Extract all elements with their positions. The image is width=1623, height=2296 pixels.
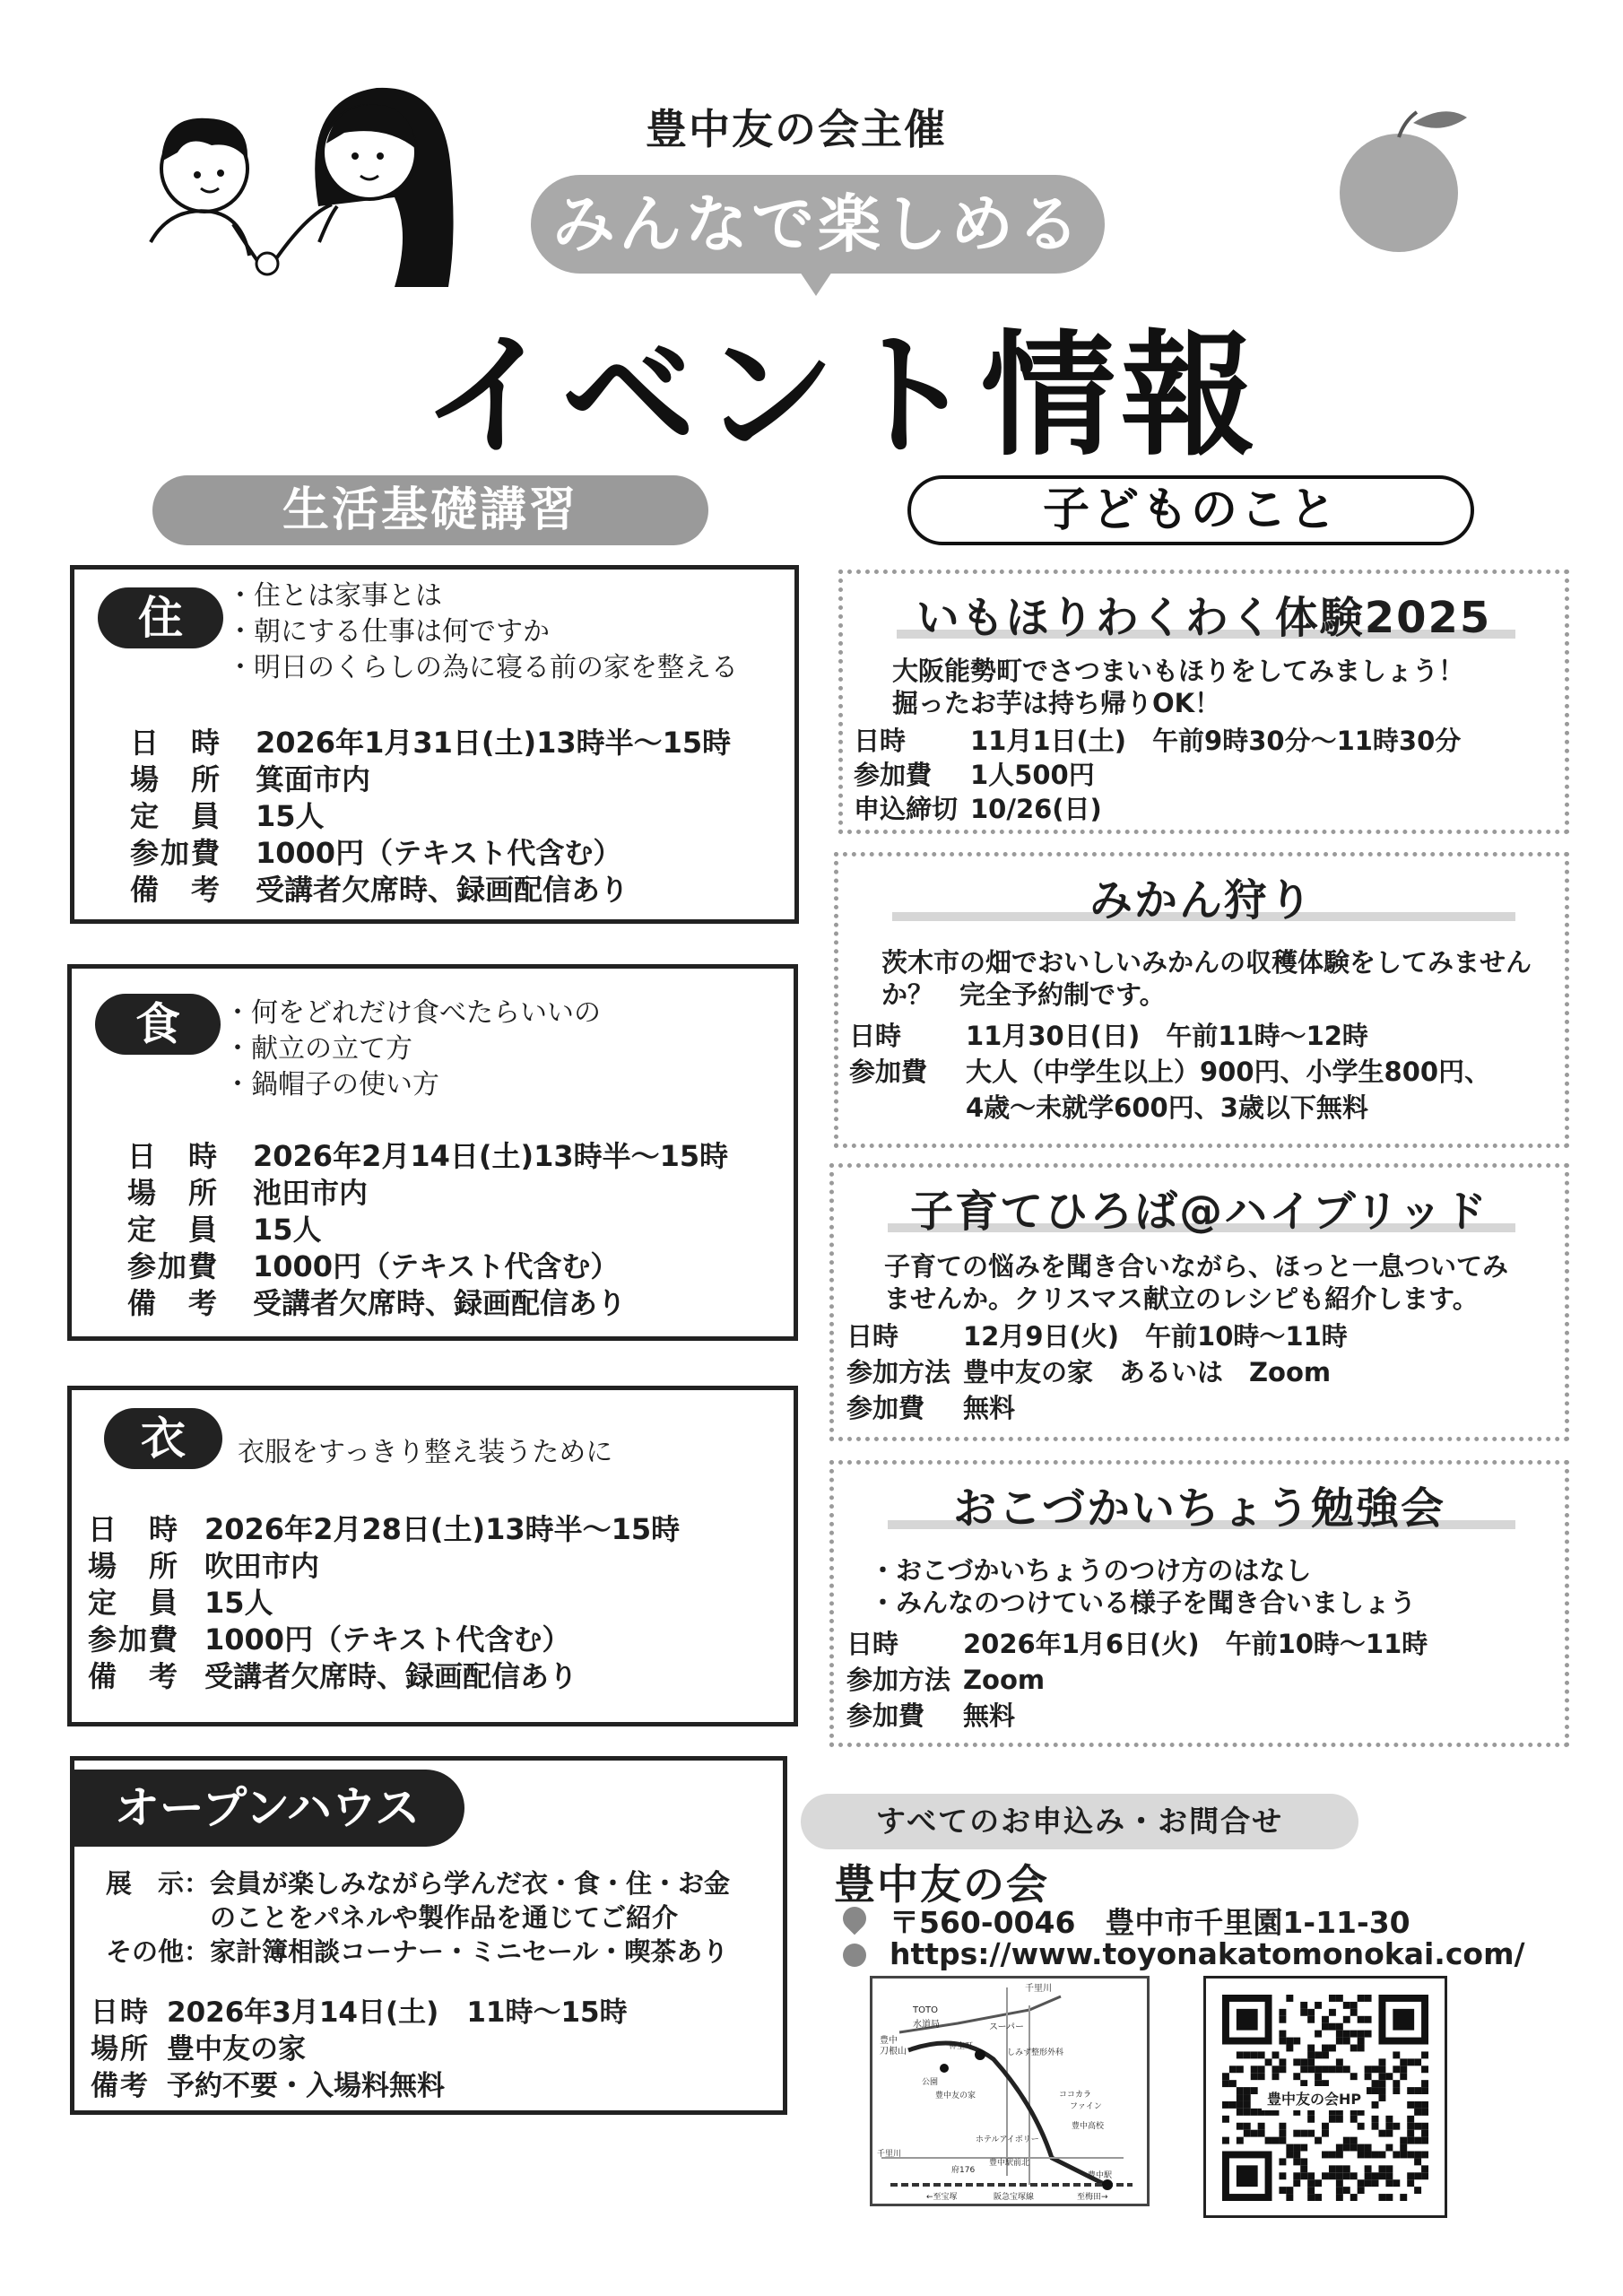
- access-map: [870, 1976, 1150, 2206]
- organization-name: 豊中友の会: [834, 1860, 1049, 1909]
- course-tag: 食: [95, 994, 221, 1055]
- map-label: ←至宝塚: [926, 2193, 958, 2202]
- subtitle-banner: みんなで楽しめる: [531, 175, 1105, 274]
- open-house-exhibit-line: のことをパネルや製作品を通じてご紹介: [106, 1902, 679, 1933]
- course-card-housing: [70, 565, 799, 924]
- map-label: 阪急宝塚線: [994, 2193, 1035, 2202]
- event-date-row: 日時 2026年1月6日(火) 午前10時～11時: [846, 1629, 1428, 1659]
- map-label: 刀根山: [880, 2047, 907, 2057]
- qr-code[interactable]: [1203, 1976, 1447, 2218]
- course-capacity-row: 定 員 15人: [130, 799, 325, 833]
- event-description: か？ 完全予約制です。: [881, 979, 1166, 1010]
- course-note-row: 備 考 受講者欠席時、録画配信あり: [127, 1286, 627, 1320]
- course-place-row: 場 所 吹田市内: [88, 1549, 320, 1583]
- event-title: みかん狩り: [1089, 875, 1314, 926]
- mother-child-illustration: [126, 63, 502, 296]
- course-capacity-row: 定 員 15人: [88, 1586, 273, 1620]
- course-fee-row: 参加費 1000円（テキスト代含む）: [88, 1622, 571, 1657]
- event-description: 掘ったお芋は持ち帰りOK！: [892, 688, 1221, 718]
- map-label: TOTO: [913, 2005, 938, 2015]
- organizer-label: 豊中友の会主催: [646, 105, 947, 153]
- event-deadline-row: 申込締切 10/26(日): [854, 794, 1102, 824]
- course-topic: ・明日のくらしの為に寝る前の家を整える: [227, 652, 738, 683]
- map-label: 豊中高校: [1072, 2122, 1105, 2131]
- event-card-okozukai: [829, 1460, 1569, 1747]
- event-title: 子育てひろば@ハイブリッド: [910, 1187, 1488, 1237]
- course-card-clothing: [67, 1386, 798, 1726]
- event-method-row: 参加方法 豊中友の家 あるいは Zoom: [846, 1357, 1332, 1387]
- event-card-kosodate: [829, 1163, 1569, 1441]
- map-label: 千里川: [877, 2150, 902, 2159]
- event-method-row: 参加方法 Zoom: [846, 1665, 1046, 1695]
- event-description: 子育ての悩みを聞き合いながら、ほっと一息ついてみ: [884, 1251, 1509, 1282]
- course-tag: 衣: [104, 1408, 222, 1469]
- address-text: 〒560-0046 豊中市千里園1-11-30: [890, 1905, 1410, 1940]
- course-fee-row: 参加費 1000円（テキスト代含む）: [130, 836, 622, 870]
- map-label: しみず整形外科: [1007, 2048, 1064, 2057]
- qr-caption: 豊中友の会HP: [1262, 2086, 1367, 2110]
- section-life-skills: 生活基礎講習: [152, 475, 708, 545]
- section-kids: 子どものこと: [907, 475, 1474, 545]
- course-date-row: 日 時 2026年2月14日(土)13時半～15時: [127, 1139, 729, 1173]
- map-label: 豊中駅前北: [989, 2159, 1030, 2168]
- event-description: ・みんなのつけている様子を聞き合いましょう: [870, 1587, 1417, 1618]
- open-house-exhibit-line: 展 示：会員が楽しみながら学んだ衣・食・住・お金: [106, 1868, 731, 1899]
- course-fee-row: 参加費 1000円（テキスト代含む）: [127, 1249, 620, 1283]
- event-date-row: 日時 11月30日(日) 午前11時～12時: [849, 1021, 1368, 1051]
- event-fee-row: 参加費 無料: [846, 1700, 1016, 1731]
- contact-heading: すべてのお申込み・お問合せ: [801, 1794, 1358, 1849]
- map-label: 豊中: [880, 2036, 898, 2046]
- event-description: 茨木市の畑でおいしいみかんの収穫体験をしてみません: [881, 947, 1532, 978]
- event-fee-row: 参加費 無料: [846, 1393, 1016, 1423]
- course-topic: ・住とは家事とは: [227, 580, 442, 612]
- course-topic: ・献立の立て方: [224, 1033, 412, 1065]
- event-card-imohori: [838, 570, 1569, 834]
- map-label: ココカラ: [1059, 2091, 1092, 2100]
- event-card-mikan: [834, 852, 1569, 1148]
- page-title: イベント情報: [421, 318, 1262, 474]
- map-label: 豊中駅: [1088, 2171, 1113, 2180]
- event-fee-row: 参加費 1人500円: [854, 760, 1095, 790]
- event-description: ませんか。クリスマス献立のレシピも紹介します。: [884, 1283, 1479, 1314]
- map-label: 千里川: [1025, 1984, 1052, 1994]
- event-fee-row-cont: 4歳～未就学600円、3歳以下無料: [966, 1092, 1368, 1123]
- map-label: 至梅田→: [1077, 2193, 1108, 2202]
- course-note-row: 備 考 受講者欠席時、録画配信あり: [88, 1659, 578, 1693]
- open-house-place-row: 場所 豊中友の家: [91, 2033, 306, 2066]
- event-description: 大阪能勢町でさつまいもほりをしてみましょう！: [892, 656, 1465, 686]
- course-place-row: 場 所 箕面市内: [130, 762, 371, 796]
- open-house-date-row: 日時 2026年3月14日(土) 11時～15時: [91, 1996, 628, 2029]
- course-place-row: 場 所 池田市内: [127, 1176, 369, 1210]
- map-label: 神室町: [949, 2042, 974, 2051]
- open-house-note-row: 備考 予約不要・入場料無料: [91, 2070, 445, 2102]
- map-label: 公園: [922, 2078, 939, 2087]
- map-label: 水道局: [913, 2020, 940, 2030]
- orange-icon: [1327, 103, 1488, 256]
- map-label: ホテルアイボリー: [976, 2135, 1039, 2144]
- course-note-row: 備 考 受講者欠席時、録画配信あり: [130, 873, 629, 907]
- course-card-food: [67, 964, 798, 1341]
- map-label: 府176: [951, 2166, 976, 2175]
- event-date-row: 日時 11月1日(土) 午前9時30分～11時30分: [854, 726, 1462, 756]
- event-fee-row: 参加費 大人（中学生以上）900円、小学生800円、: [849, 1057, 1491, 1087]
- event-title: いもほりわくわく体験2025: [916, 593, 1492, 643]
- open-house-tag: オープンハウス: [70, 1770, 464, 1847]
- map-label: ファイン: [1070, 2102, 1102, 2111]
- open-house-other-line: その他：家計簿相談コーナー・ミニセール・喫茶あり: [106, 1936, 729, 1967]
- course-topic: ・何をどれだけ食べたらいいの: [224, 997, 601, 1029]
- event-date-row: 日時 12月9日(火) 午前10時～11時: [846, 1321, 1348, 1352]
- course-topic: ・鍋帽子の使い方: [224, 1069, 439, 1100]
- map-label: スーパー: [989, 2022, 1024, 2032]
- event-description: ・おこづかいちょうのつけ方のはなし: [870, 1555, 1312, 1586]
- globe-icon: [843, 1944, 866, 1967]
- course-date-row: 日 時 2026年1月31日(土)13時半～15時: [130, 726, 732, 760]
- course-capacity-row: 定 員 15人: [127, 1213, 322, 1247]
- website-link[interactable]: https://www.toyonakatomonokai.com/: [890, 1936, 1525, 1971]
- map-label: 豊中友の家: [935, 2092, 976, 2100]
- course-date-row: 日 時 2026年2月28日(土)13時半～15時: [88, 1512, 681, 1546]
- event-title: おこづかいちょう勉強会: [952, 1483, 1446, 1534]
- course-tag: 住: [98, 587, 223, 648]
- course-topic: 衣服をすっきり整え装うために: [238, 1437, 613, 1468]
- course-topic: ・朝にする仕事は何ですか: [227, 616, 550, 648]
- open-house-card: [70, 1756, 787, 2115]
